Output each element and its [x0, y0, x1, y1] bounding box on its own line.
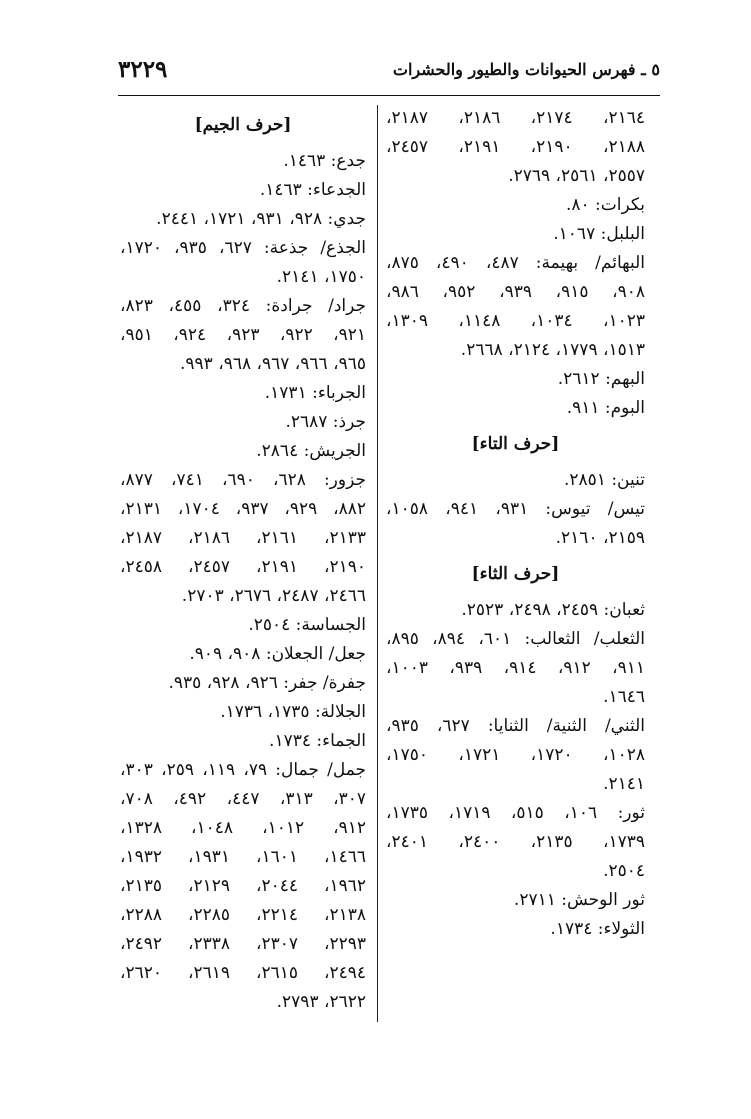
page-number: ٣٢٢٩ — [118, 56, 168, 83]
index-entry-line: تيس/ تيوس: ٩٣١، ٩٤١، ١٠٥٨، — [386, 499, 645, 519]
index-entry-line: ثور الوحش: ٢٧١١. — [513, 890, 645, 910]
index-entry-line: جراد/ جرادة: ٣٢٤، ٤٥٥، ٨٢٣، — [120, 296, 366, 316]
index-entry-line: ٩١١، ٩١٢، ٩١٤، ٩٣٩، ١٠٠٣، — [386, 658, 645, 678]
index-entry-line: جدع: ١٤٦٣. — [283, 151, 366, 171]
index-entry-line: ٢١٩٠، ٢١٩١، ٢٤٥٧، ٢٤٥٨، — [120, 557, 366, 577]
header-rule — [118, 95, 660, 96]
column-divider — [377, 105, 378, 1022]
index-entry-line: ٨٨٢، ٩٢٩، ٩٣٧، ١٧٠٤، ٢١٣١، — [120, 499, 366, 519]
running-title: ٥ ـ فهرس الحيوانات والطيور والحشرات — [392, 60, 660, 79]
index-entry-line: جدي: ٩٢٨، ٩٣١، ١٧٢١، ٢٤٤١. — [156, 209, 366, 229]
index-entry-line: ٢١٥٩، ٢١٦٠. — [555, 528, 645, 548]
index-entry-line: ٩٢١، ٩٢٢، ٩٢٣، ٩٢٤، ٩٥١، — [120, 325, 366, 345]
section-heading: [حرف التاء] — [471, 434, 560, 454]
index-entry-line: ٢١٣٨، ٢٢١٤، ٢٢٨٥، ٢٢٨٨، — [120, 905, 366, 925]
index-entry-line: الجساسة: ٢٥٠٤. — [248, 615, 366, 635]
index-entry-line: ٢٥٠٤. — [603, 861, 645, 881]
index-entry-line: ١٧٥٠، ٢١٤١. — [276, 267, 366, 287]
index-entry-line: ١٠٢٣، ١٠٣٤، ١١٤٨، ١٣٠٩، — [386, 311, 645, 331]
index-entry-line: ٩١٢، ١٠١٢، ١٠٤٨، ١٣٢٨، — [120, 818, 366, 838]
index-entry-line: ١٥١٣، ١٧٧٩، ٢١٢٤، ٢٦٦٨. — [460, 340, 645, 360]
index-entry-line: ٩٠٨، ٩١٥، ٩٣٩، ٩٥٢، ٩٨٦، — [386, 282, 645, 302]
index-entry-line: ٢٤٩٤، ٢٦١٥، ٢٦١٩، ٢٦٢٠، — [120, 963, 366, 983]
index-entry-line: الجلالة: ١٧٣٥، ١٧٣٦. — [220, 702, 366, 722]
index-entry-line: الجماء: ١٧٣٤. — [269, 731, 366, 751]
index-entry-line: الثعلب/ الثعالب: ٦٠١، ٨٩٤، ٨٩٥، — [386, 629, 645, 649]
index-column-right — [386, 104, 645, 944]
index-entry-line: ١٤٦٦، ١٦٠١، ١٩٣١، ١٩٣٢، — [120, 847, 366, 867]
index-entry-line: بكرات: ٨٠. — [565, 195, 645, 215]
index-entry-line: ٣٠٧، ٣١٣، ٤٤٧، ٤٩٢، ٧٠٨، — [120, 789, 366, 809]
index-entry-line: ٢١٨٨، ٢١٩٠، ٢١٩١، ٢٤٥٧، — [386, 137, 645, 157]
index-entry-line: ٢٥٥٧، ٢٥٦١، ٢٧٦٩. — [508, 166, 645, 186]
index-entry-line: الجرباء: ١٧٣١. — [264, 383, 366, 403]
index-entry-line: البوم: ٩١١. — [566, 398, 645, 418]
index-entry-line: جمل/ جمال: ٧٩، ١١٩، ٢٥٩، ٣٠٣، — [120, 760, 366, 780]
index-entry-line: تنين: ٢٨٥١. — [563, 470, 645, 490]
index-entry-line: الجدعاء: ١٤٦٣. — [259, 180, 366, 200]
index-entry-line: ٢١٤١. — [603, 774, 645, 794]
index-entry-line: البهائم/ بهيمة: ٤٨٧، ٤٩٠، ٨٧٥، — [386, 253, 645, 273]
index-entry-line: ثور: ١٠٦، ٥١٥، ١٧١٩، ١٧٣٥، — [386, 803, 645, 823]
index-entry-line: جعل/ الجعلان: ٩٠٨، ٩٠٩. — [189, 644, 366, 664]
index-entry-line: ٢٤٦٦، ٢٤٨٧، ٢٦٧٦، ٢٧٠٣. — [181, 586, 366, 606]
index-entry-line: ١٦٤٦. — [603, 687, 645, 707]
index-entry-line: جرذ: ٢٦٨٧. — [285, 412, 366, 432]
index-entry-line: جزور: ٦٢٨، ٦٩٠، ٧٤١، ٨٧٧، — [120, 470, 366, 490]
section-heading: [حرف الجيم] — [194, 115, 292, 135]
index-column-left — [120, 104, 366, 1017]
running-header — [118, 52, 660, 96]
index-entry-line: ٢٦٢٢، ٢٧٩٣. — [276, 992, 366, 1012]
index-entry-line: الثولاء: ١٧٣٤. — [550, 919, 645, 939]
index-entry-line: ٢١٦٤، ٢١٧٤، ٢١٨٦، ٢١٨٧، — [386, 108, 645, 128]
index-entry-line: الجريش: ٢٨٦٤. — [256, 441, 366, 461]
index-entry-line: جفرة/ جفر: ٩٢٦، ٩٢٨، ٩٣٥. — [168, 673, 366, 693]
index-entry-line: ١٩٦٢، ٢٠٤٤، ٢١٢٩، ٢١٣٥، — [120, 876, 366, 896]
index-entry-line: البهم: ٢٦١٢. — [557, 369, 645, 389]
section-heading: [حرف الثاء] — [471, 564, 560, 584]
index-entry-line: ١٠٢٨، ١٧٢٠، ١٧٢١، ١٧٥٠، — [386, 745, 645, 765]
index-entry-line: الجذع/ جذعة: ٦٢٧، ٩٣٥، ١٧٢٠، — [120, 238, 366, 258]
index-entry-line: ٩٦٥، ٩٦٦، ٩٦٧، ٩٦٨، ٩٩٣. — [180, 354, 366, 374]
index-entry-line: ١٧٣٩، ٢١٣٥، ٢٤٠٠، ٢٤٠١، — [386, 832, 645, 852]
index-entry-line: ٢١٣٣، ٢١٦١، ٢١٨٦، ٢١٨٧، — [120, 528, 366, 548]
index-entry-line: الثني/ الثنية/ الثنايا: ٦٢٧، ٩٣٥، — [386, 716, 645, 736]
index-entry-line: ثعبان: ٢٤٥٩، ٢٤٩٨، ٢٥٢٣. — [461, 600, 645, 620]
index-entry-line: البلبل: ١٠٦٧. — [553, 224, 645, 244]
index-entry-line: ٢٢٩٣، ٢٣٠٧، ٢٣٣٨، ٢٤٩٢، — [120, 934, 366, 954]
